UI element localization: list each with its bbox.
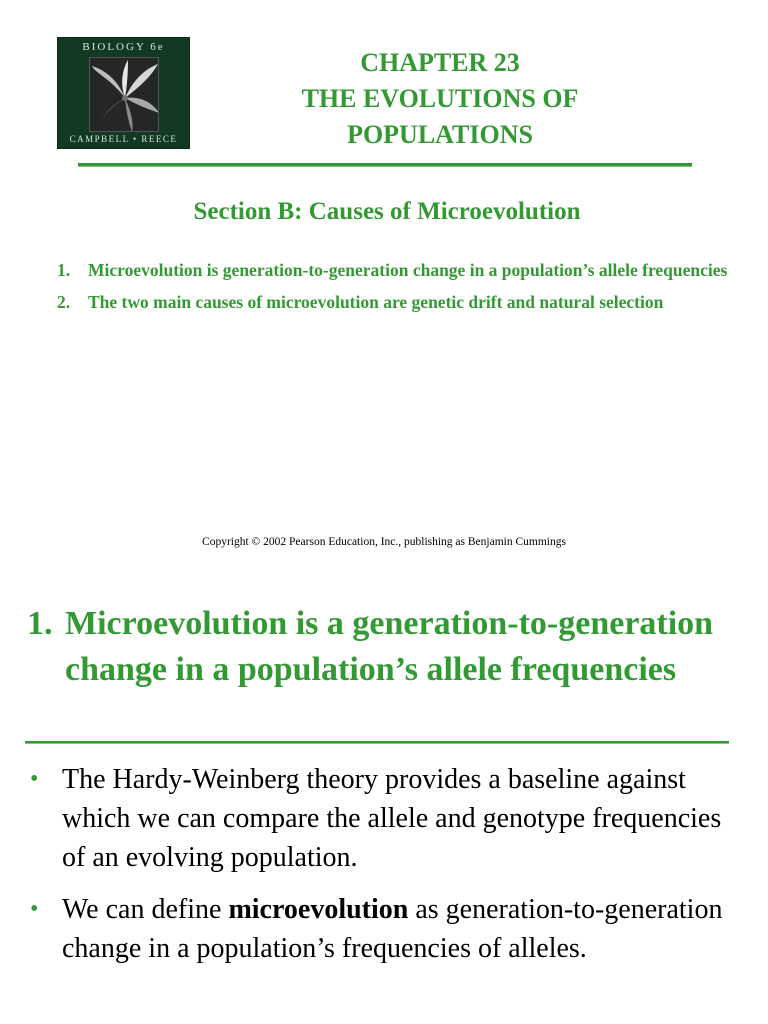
- topic-item: [57, 254, 737, 286]
- slide-title: [27, 601, 747, 693]
- slide-title-text: Microevolution is a generation-to-generation change in a population’s allele frequencies: [65, 605, 714, 688]
- logo-top-text: BIOLOGY 6e: [82, 41, 165, 53]
- plant-leaf-image: [89, 57, 159, 132]
- topic-number: 2.: [57, 292, 71, 312]
- biology-book-logo: [57, 37, 190, 149]
- bullet-item: [30, 890, 730, 968]
- bullet-term: microevolution: [228, 894, 409, 925]
- title-divider-shadow: [78, 166, 692, 167]
- bullet-icon: •: [30, 896, 39, 922]
- bullet-list: [30, 760, 730, 981]
- slide-title-number: 1.: [27, 605, 53, 642]
- leaf-icon: [90, 58, 159, 132]
- topic-list: [57, 254, 737, 318]
- topic-text: The two main causes of microevolution are genetic drift and natural selection: [88, 292, 664, 312]
- bullet-text: as generation-to-generation change in a population’s frequencies of alleles.: [62, 894, 723, 964]
- bullet-item: [30, 760, 730, 877]
- section-heading: Section B: Causes of Microevolution: [193, 198, 581, 225]
- bullet-text: The Hardy-Weinberg theory provides a baseline against which we can compare the allele and genotype frequencies of an evolving population.: [62, 764, 722, 873]
- topic-number: 1.: [57, 260, 71, 280]
- bullet-text: We can define: [62, 894, 229, 925]
- bullet-icon: •: [30, 766, 39, 792]
- logo-bottom-text: CAMPBELL • REECE: [69, 134, 178, 144]
- chapter-title-line: THE EVOLUTIONS OF: [301, 84, 579, 113]
- topic-text: Microevolution is generation-to-generation change in a population’s allele frequencies: [88, 260, 728, 280]
- topic-item: [57, 286, 737, 318]
- chapter-title: [230, 45, 650, 153]
- chapter-title-line: CHAPTER 23: [360, 48, 520, 77]
- chapter-title-line: POPULATIONS: [347, 120, 533, 149]
- copyright-notice: Copyright © 2002 Pearson Education, Inc., publishing as Benjamin Cummings: [202, 536, 566, 548]
- title-divider-shadow: [25, 743, 729, 744]
